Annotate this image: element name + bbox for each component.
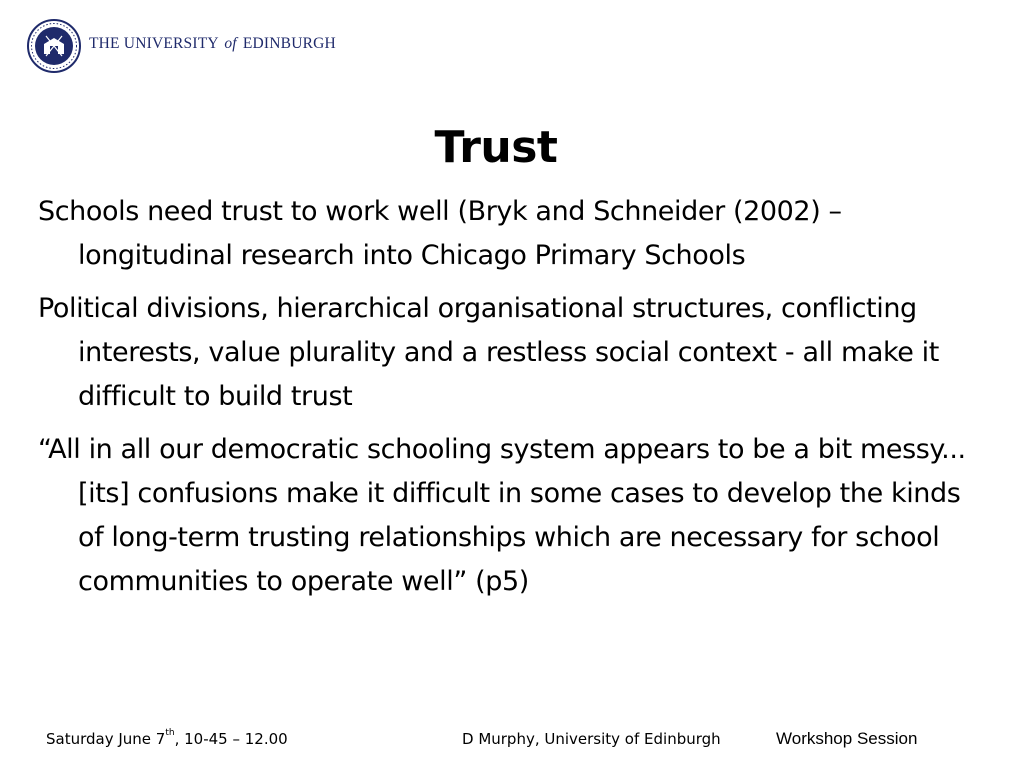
institution-name — [89, 35, 336, 53]
footer-author: D Murphy, University of Edinburgh — [462, 730, 721, 748]
institution-of: of — [224, 35, 237, 52]
footer-date — [46, 730, 288, 748]
footer-date-prefix: Saturday June 7 — [46, 730, 166, 748]
footer-date-suffix: th — [165, 728, 175, 738]
university-logo — [26, 18, 356, 74]
university-crest-icon — [26, 18, 82, 74]
slide-title: Trust — [434, 122, 558, 173]
institution-city: EDINBURGH — [242, 35, 336, 52]
bullet-item: Political divisions, hierarchical organisational structures, conflicting interests, value plurality and a restless social context - all make it difficult to build trust — [38, 293, 939, 412]
slide-bullets — [38, 190, 978, 613]
footer-date-rest: , 10-45 – 12.00 — [174, 730, 288, 748]
bullet-item: “All in all our democratic schooling system appears to be a bit messy... [its] confusions make it difficult in some cases to develop the kinds of long-term trusting relationships which are necessary for school communities to operate well” (p5) — [38, 434, 966, 597]
institution-prefix: THE UNIVERSITY — [89, 35, 219, 52]
footer-session: Workshop Session — [776, 729, 918, 748]
bullet-item: Schools need trust to work well (Bryk and Schneider (2002) – longitudinal research into Chicago Primary Schools — [38, 196, 842, 271]
